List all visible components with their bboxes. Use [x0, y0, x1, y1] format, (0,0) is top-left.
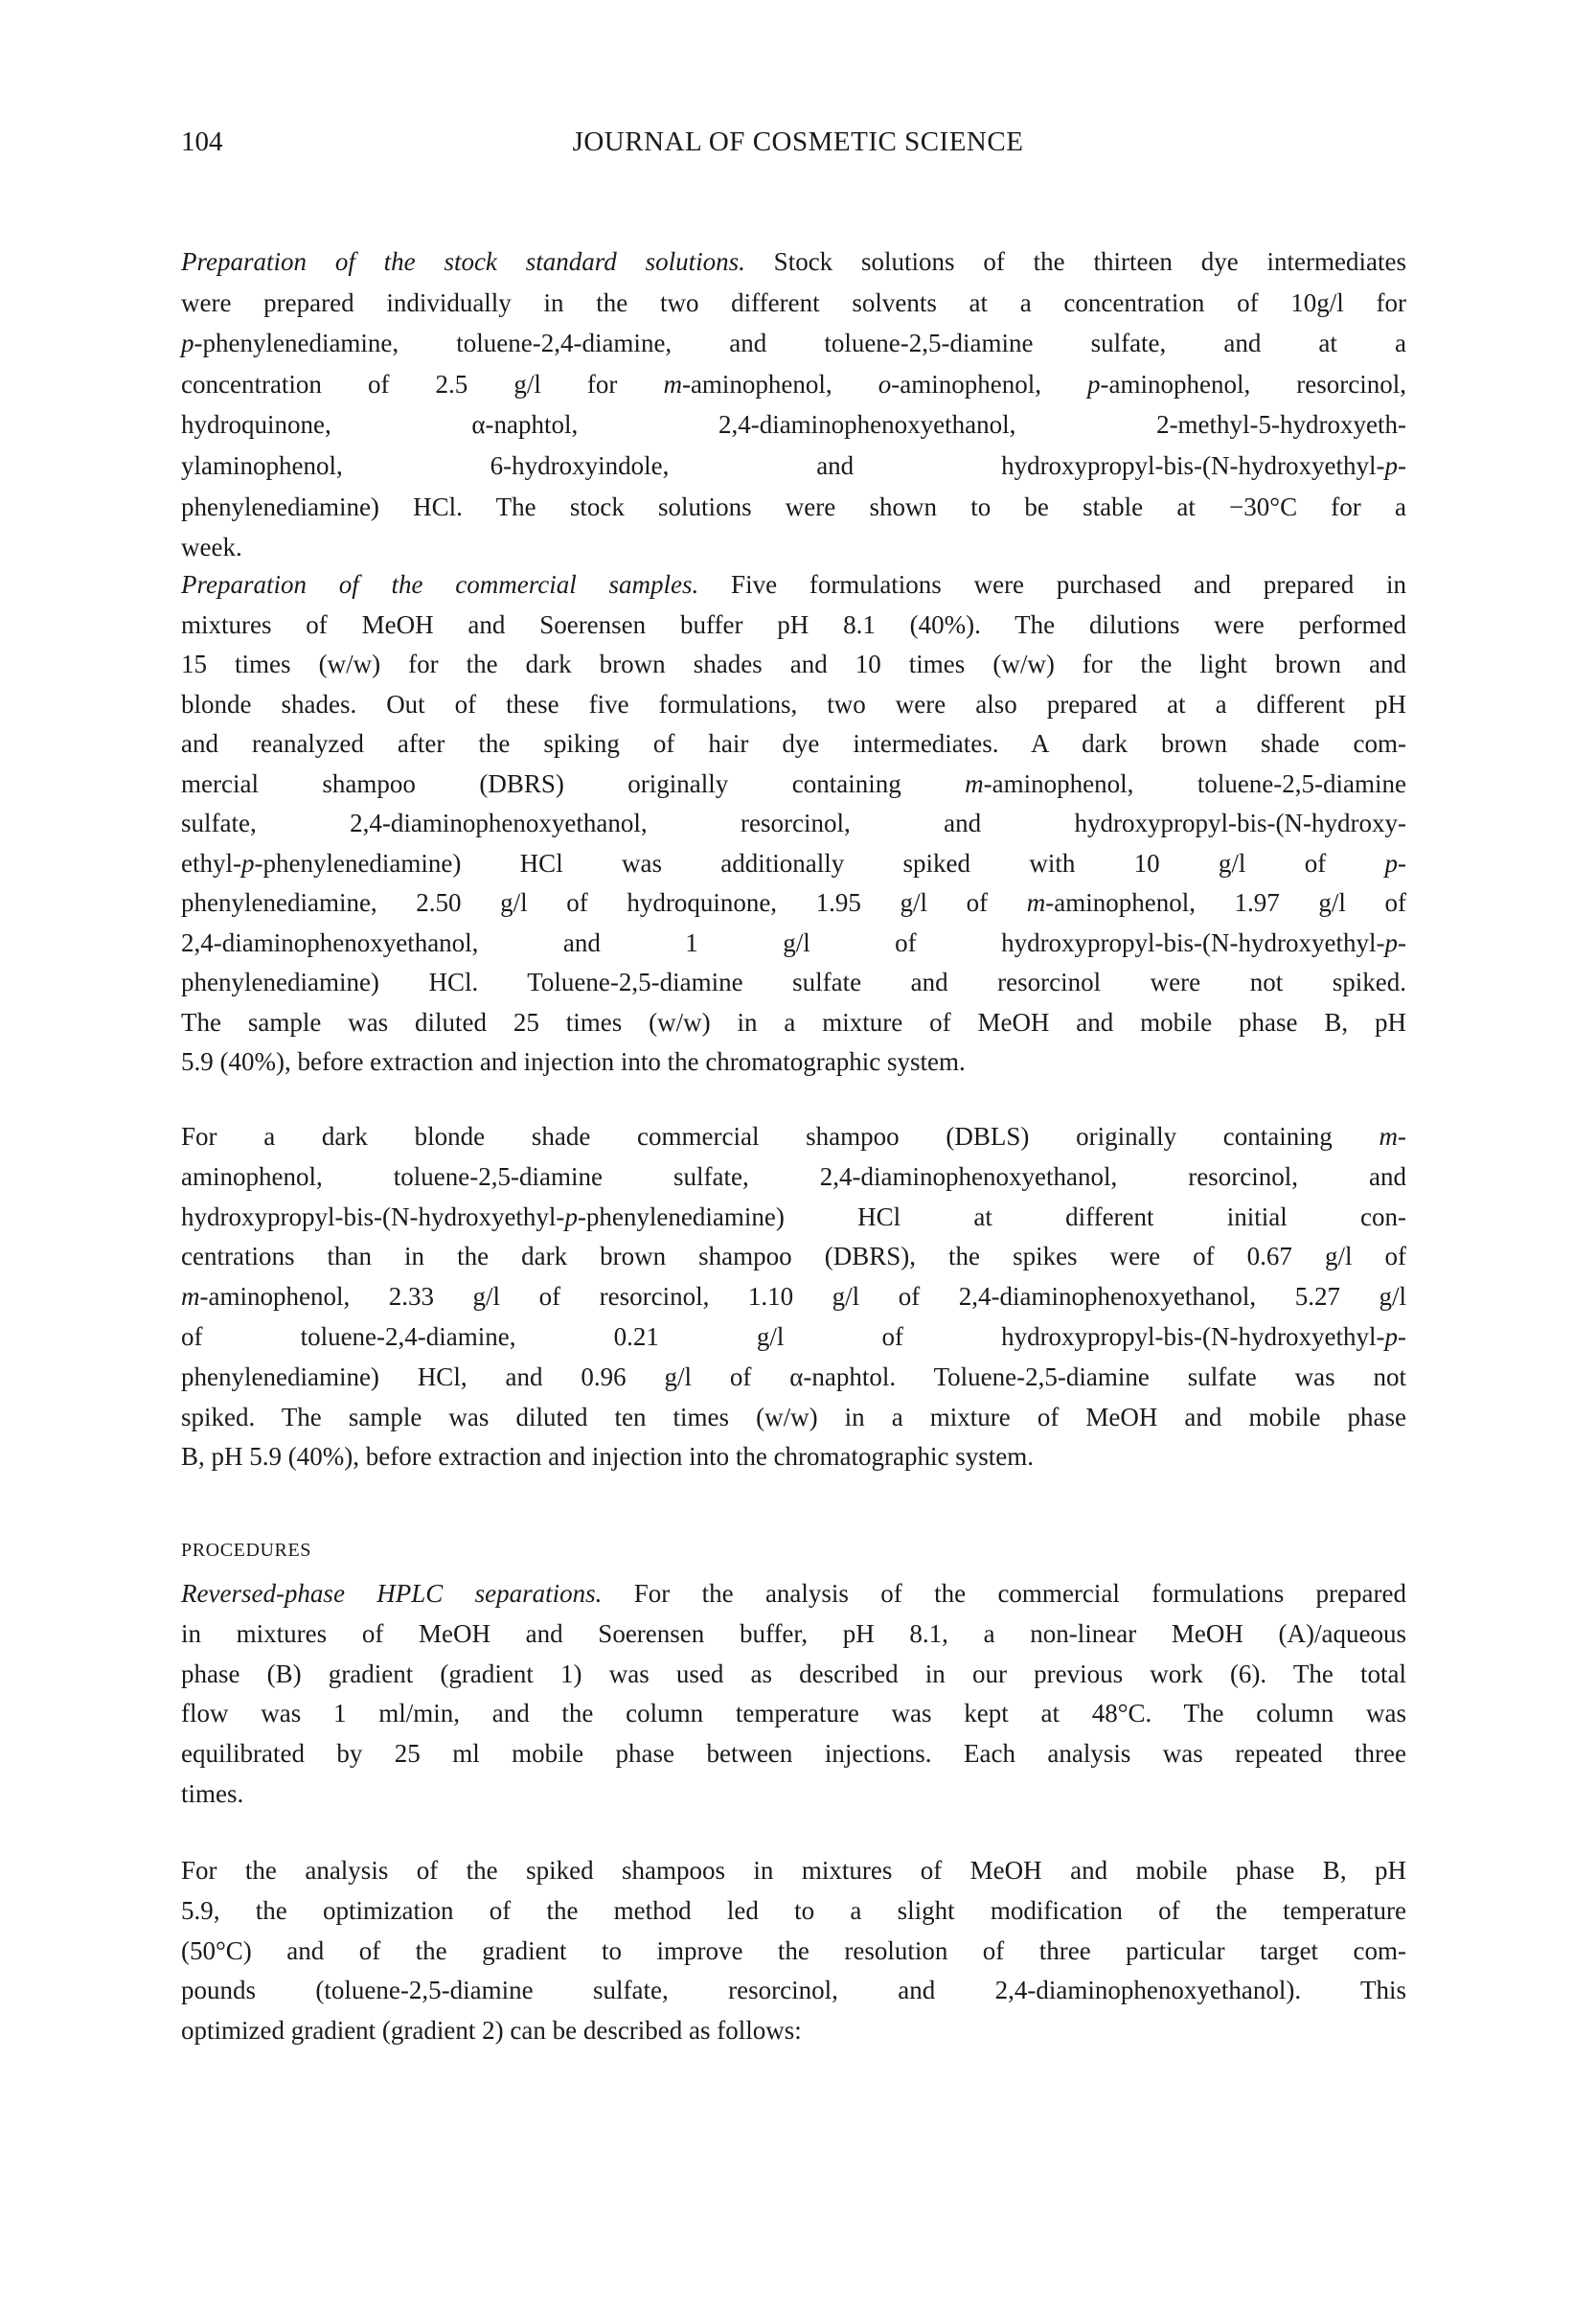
text-segment: 2,4-diaminophenoxyethanol, and 1 g/l of hydroxypropyl-bis-(N-hydroxyethyl- — [181, 927, 1385, 957]
text-segment: Five formulations were purchased and prepared in — [698, 570, 1406, 599]
text-line — [181, 364, 1406, 404]
text-line — [181, 1436, 1406, 1476]
text-line — [181, 1573, 1406, 1613]
text-line — [181, 1041, 1406, 1082]
text-line — [181, 723, 1406, 764]
text-line — [181, 843, 1406, 883]
text-segment: -aminophenol, 2.33 g/l of resorcinol, 1.10 g/l of 2,4-diaminophenoxyethanol, 5.27 g/l — [199, 1282, 1406, 1312]
text-line — [181, 1890, 1406, 1931]
italic-text-segment: m — [965, 768, 984, 798]
text-line — [181, 1002, 1406, 1042]
text-line — [181, 1116, 1406, 1156]
text-segment: 15 times (w/w) for the dark brown shades and 10 times (w/w) for the light brown and — [181, 650, 1406, 678]
text-segment: spiked. The sample was diluted ten times (w/w) in a mixture of MeOH and mobile phase — [181, 1402, 1406, 1431]
italic-text-segment: p — [1384, 927, 1398, 957]
text-line — [181, 1236, 1406, 1276]
text-line — [181, 1613, 1406, 1654]
text-line — [181, 564, 1406, 605]
italic-text-segment: Preparation of the stock standard solutions. — [181, 247, 745, 276]
text-segment: - — [1398, 848, 1406, 878]
text-segment: were prepared individually in the two different solvents at a concentration of 10g/l for — [181, 287, 1406, 317]
text-segment: B, pH 5.9 (40%), before extraction and injection into the chromatographic system. — [181, 1442, 1034, 1472]
text-line — [181, 803, 1406, 843]
text-segment: sulfate, 2,4-diaminophenoxyethanol, resorcinol, and hydroxypropyl-bis-(N-hydroxy- — [181, 809, 1406, 837]
italic-text-segment: p — [1384, 848, 1398, 878]
text-line — [181, 764, 1406, 804]
text-segment: in mixtures of MeOH and Soerensen buffer, pH 8.1, a non-linear MeOH (A)/aqueous — [181, 1618, 1406, 1648]
text-segment: ethyl- — [181, 848, 241, 878]
text-segment: 5.9 (40%), before extraction and injection into the chromatographic system. — [181, 1047, 966, 1076]
text-line — [181, 1357, 1406, 1397]
text-segment: -phenylenediamine) HCl at different initial con- — [577, 1201, 1406, 1231]
text-line — [181, 487, 1406, 527]
text-segment: phenylenediamine) HCl, and 0.96 g/l of α-naphtol. Toluene-2,5-diamine sulfate was not — [181, 1361, 1406, 1391]
italic-text-segment: p — [240, 848, 255, 878]
text-segment: hydroxypropyl-bis-(N-hydroxyethyl- — [181, 1201, 565, 1231]
text-segment: phenylenediamine) HCl. Toluene-2,5-diamine sulfate and resorcinol were not spiked. — [181, 968, 1406, 996]
text-line — [181, 1693, 1406, 1733]
text-segment: pounds (toluene-2,5-diamine sulfate, resorcinol, and 2,4-diaminophenoxyethanol). This — [181, 1976, 1406, 2005]
italic-text-segment: p — [1087, 369, 1101, 399]
text-segment: For a dark blonde shade commercial shampoo (DBLS) originally containing — [181, 1122, 1379, 1151]
text-segment: phenylenediamine, 2.50 g/l of hydroquinone, 1.95 g/l of — [181, 888, 1027, 917]
text-segment: optimized gradient (gradient 2) can be described as follows: — [181, 2016, 802, 2046]
text-segment: flow was 1 ml/min, and the column temperature was kept at 48°C. The column was — [181, 1699, 1406, 1728]
text-segment: mercial shampoo (DBRS) originally containing — [181, 768, 966, 798]
text-line — [181, 527, 1406, 567]
text-segment: equilibrated by 25 ml mobile phase between injections. Each analysis was repeated three — [181, 1739, 1406, 1769]
text-line — [181, 644, 1406, 684]
text-segment: For the analysis of the spiked shampoos in mixtures of MeOH and mobile phase B, pH — [181, 1856, 1406, 1885]
text-line — [181, 882, 1406, 923]
text-segment: For the analysis of the commercial formulations prepared — [602, 1579, 1406, 1608]
text-segment: (50°C) and of the gradient to improve the resolution of three particular target com- — [181, 1935, 1406, 1965]
text-line — [181, 446, 1406, 486]
text-segment: mixtures of MeOH and Soerensen buffer pH 8.1 (40%). The dilutions were performed — [181, 609, 1406, 639]
text-segment: The sample was diluted 25 times (w/w) in a mixture of MeOH and mobile phase B, pH — [181, 1007, 1406, 1037]
text-line — [181, 241, 1406, 282]
text-line — [181, 962, 1406, 1002]
text-segment: -aminophenol, resorcinol, — [1100, 369, 1406, 399]
text-segment: -aminophenol, 1.97 g/l of — [1045, 888, 1407, 917]
text-segment: times. — [181, 1779, 244, 1808]
text-segment: - — [1398, 1122, 1406, 1151]
text-segment: aminophenol, toluene-2,5-diamine sulfate, 2,4-diaminophenoxyethanol, resorcinol, and — [181, 1161, 1406, 1191]
text-line — [181, 283, 1406, 323]
text-line — [181, 923, 1406, 963]
italic-text-segment: o — [878, 369, 892, 399]
text-line — [181, 1773, 1406, 1814]
text-line — [181, 323, 1406, 363]
text-segment: phase (B) gradient (gradient 1) was used as described in our previous work (6). The total — [181, 1659, 1406, 1688]
text-line — [181, 404, 1406, 445]
text-segment: and reanalyzed after the spiking of hair dye intermediates. A dark brown shade com- — [181, 729, 1406, 758]
text-segment: hydroquinone, α-naphtol, 2,4-diaminophenoxyethanol, 2-methyl-5-hydroxyeth- — [181, 410, 1406, 440]
text-segment: - — [1398, 451, 1406, 480]
italic-text-segment: Preparation of the commercial samples. — [181, 570, 699, 599]
text-segment: ylaminophenol, 6-hydroxyindole, and hydroxypropyl-bis-(N-hydroxyethyl- — [181, 451, 1385, 480]
text-line — [181, 1733, 1406, 1773]
italic-text-segment: m — [663, 369, 682, 399]
text-line — [181, 1970, 1406, 2010]
text-line — [181, 1850, 1406, 1890]
italic-text-segment: m — [1026, 888, 1046, 917]
text-segment: of toluene-2,4-diamine, 0.21 g/l of hydroxypropyl-bis-(N-hydroxyethyl- — [181, 1322, 1385, 1351]
page-number: 104 — [181, 126, 223, 157]
text-segment: centrations than in the dark brown shampoo (DBRS), the spikes were of 0.67 g/l of — [181, 1242, 1406, 1271]
text-line — [181, 605, 1406, 645]
text-segment: concentration of 2.5 g/l for — [181, 369, 664, 399]
text-segment: Stock solutions of the thirteen dye intermediates — [744, 247, 1406, 276]
text-segment: -phenylenediamine) HCl was additionally spiked with 10 g/l of — [254, 848, 1385, 878]
text-line — [181, 1156, 1406, 1197]
text-line — [181, 1316, 1406, 1357]
text-segment: 5.9, the optimization of the method led to a slight modification of the temperature — [181, 1895, 1406, 1925]
text-segment: blonde shades. Out of these five formulations, two were also prepared at a different pH — [181, 689, 1406, 719]
italic-text-segment: m — [1379, 1122, 1398, 1151]
running-header-journal-title: JOURNAL OF COSMETIC SCIENCE — [572, 126, 1024, 157]
text-line — [181, 1197, 1406, 1237]
text-segment: week. — [181, 533, 242, 562]
text-segment: -phenylenediamine, toluene-2,4-diamine, and toluene-2,5-diamine sulfate, and at a — [194, 329, 1406, 358]
text-segment: -aminophenol, toluene-2,5-diamine — [983, 768, 1406, 798]
italic-text-segment: Reversed-phase HPLC separations. — [181, 1579, 603, 1608]
italic-text-segment: p — [1384, 451, 1398, 480]
italic-text-segment: p — [181, 329, 194, 358]
text-segment: - — [1398, 1322, 1406, 1351]
text-line — [181, 1397, 1406, 1437]
text-line — [181, 1276, 1406, 1316]
italic-text-segment: p — [1384, 1322, 1398, 1351]
text-line — [181, 1654, 1406, 1694]
text-line — [181, 1931, 1406, 1971]
text-segment: - — [1398, 927, 1406, 957]
italic-text-segment: p — [564, 1201, 578, 1231]
text-segment: phenylenediamine) HCl. The stock solutions were shown to be stable at −30°C for a — [181, 492, 1406, 521]
text-segment: -aminophenol, — [681, 369, 878, 399]
text-line — [181, 2010, 1406, 2050]
text-segment: -aminophenol, — [891, 369, 1088, 399]
text-line — [181, 684, 1406, 724]
section-heading-procedures: PROCEDURES — [181, 1540, 312, 1561]
italic-text-segment: m — [181, 1282, 200, 1312]
